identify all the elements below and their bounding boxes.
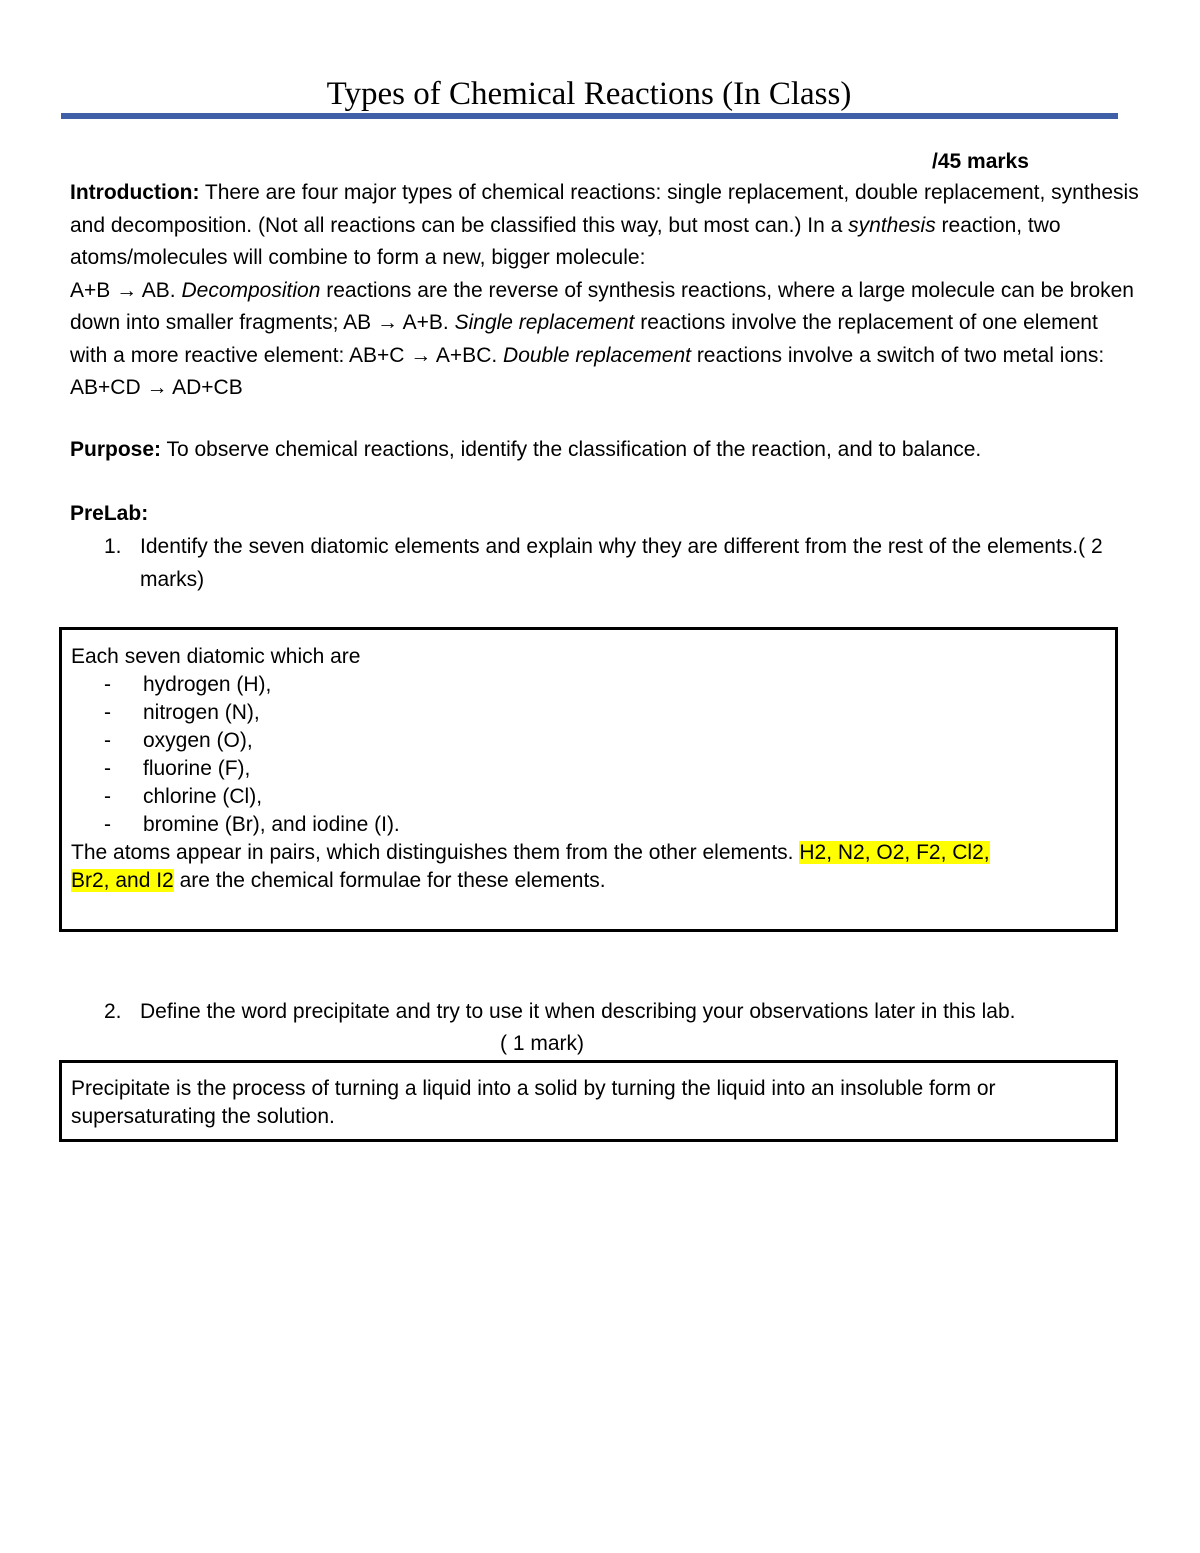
question-2-marks: ( 1 mark) — [500, 1032, 584, 1055]
introduction-paragraph — [70, 177, 1140, 405]
introduction-label: Introduction: — [70, 181, 200, 204]
answer-2-text: Precipitate is the process of turning a liquid into a solid by turning the liquid into an insoluble form or supersaturating the solution. — [71, 1077, 996, 1128]
list-item-text: nitrogen (N), — [143, 701, 260, 724]
answer-box-2[interactable] — [59, 1060, 1118, 1142]
dash-bullet: - — [104, 813, 111, 836]
question-number: 1. — [104, 535, 122, 558]
list-item-text: chlorine (Cl), — [143, 785, 263, 808]
intro-double-replacement-term: Double replacement — [503, 343, 691, 367]
intro-synthesis-term: synthesis — [848, 213, 936, 237]
list-item — [71, 671, 1106, 699]
list-item — [71, 783, 1106, 811]
intro-text-4: reactions involve the replacement of one element with a more reactive element: AB+C → A+BC. — [70, 311, 1098, 367]
answer-box-1[interactable] — [59, 627, 1118, 932]
diatomic-elements-list — [71, 671, 1106, 839]
prelab-label: PreLab: — [70, 502, 149, 525]
question-number: 2. — [104, 1000, 122, 1023]
intro-text-3: reactions are the reverse of synthesis reactions, where a large molecule can be broken down into smaller fragments; AB → A+B. — [70, 278, 1134, 334]
dash-bullet: - — [104, 729, 111, 752]
intro-equation-synthesis: A+B → AB. — [70, 278, 176, 302]
total-marks: /45 marks — [932, 150, 1029, 173]
highlighted-formulae-1: H2, N2, O2, F2, Cl2, — [799, 841, 990, 864]
list-item-text: oxygen (O), — [143, 729, 253, 752]
answer-1-intro: Each seven diatomic which are — [71, 645, 361, 668]
question-2 — [70, 996, 1140, 1029]
list-item — [71, 699, 1106, 727]
question-text: Define the word precipitate and try to use it when describing your observations later in this lab. — [140, 1000, 1016, 1023]
prelab-heading — [70, 498, 1140, 531]
purpose-text: To observe chemical reactions, identify the classification of the reaction, and to balance. — [161, 438, 982, 461]
intro-text-5: reactions involve a switch of two metal ions: AB+CD → AD+CB — [70, 343, 1105, 399]
list-item-text: hydrogen (H), — [143, 673, 272, 696]
explanation-text: The atoms appear in pairs, which distinguishes them from the other elements. — [71, 841, 800, 864]
intro-text-1: There are four major types of chemical reactions: single replacement, double replacement, synthesis and decomposition. (Not all reactions can be classified this way, but most can.) In a — [70, 181, 1139, 237]
list-item-text: bromine (Br), and iodine (I). — [143, 813, 400, 836]
question-text: Identify the seven diatomic elements and explain why they are different from the rest of the elements.( 2 marks) — [140, 535, 1103, 591]
dash-bullet: - — [104, 785, 111, 808]
answer-1-explanation — [71, 839, 1106, 895]
explanation-text-end: are the chemical formulae for these elements. — [173, 869, 606, 892]
dash-bullet: - — [104, 701, 111, 724]
intro-decomposition-term: Decomposition — [181, 278, 321, 302]
intro-single-replacement-term: Single replacement — [454, 311, 635, 334]
intro-text-2: reaction, two atoms/molecules will combine to form a new, bigger molecule: — [70, 213, 1061, 269]
dash-bullet: - — [104, 757, 111, 780]
page-title: Types of Chemical Reactions (In Class) — [326, 76, 852, 112]
dash-bullet: - — [104, 673, 111, 696]
list-item — [71, 811, 1106, 839]
list-item — [71, 727, 1106, 755]
title-underline — [61, 113, 1118, 119]
highlighted-formulae-2: Br2, and I2 — [71, 869, 174, 892]
purpose-label: Purpose: — [70, 438, 162, 461]
list-item — [71, 755, 1106, 783]
question-1 — [70, 531, 1140, 596]
purpose-paragraph — [70, 434, 1140, 467]
list-item-text: fluorine (F), — [143, 757, 251, 780]
